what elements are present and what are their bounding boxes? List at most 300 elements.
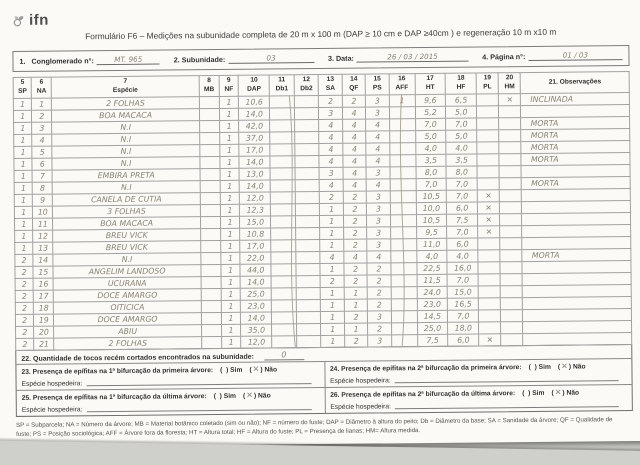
- cell-ht: 22,5: [416, 262, 447, 274]
- cell-especie: CANELA DE CUTIA: [52, 193, 200, 206]
- cell-nf: 1: [220, 216, 240, 228]
- cell-aff: [391, 323, 417, 335]
- cell-db2: [295, 204, 320, 216]
- cell-sa: 1: [320, 227, 344, 239]
- cell-aff: [391, 263, 417, 275]
- cell-sa: 3: [319, 107, 343, 119]
- col-header-num: 14: [350, 75, 358, 83]
- cell-especie: BOA MACACA: [53, 217, 201, 230]
- cell-hm: [500, 214, 522, 226]
- cell-db2: [296, 324, 321, 336]
- cell-nf: 1: [221, 276, 241, 288]
- cell-qf: 2: [343, 191, 367, 203]
- col-header-abbr: NF: [224, 85, 234, 93]
- cell-nf: 1: [220, 240, 240, 252]
- cell-mb: [200, 180, 220, 192]
- cell-ht: 11,5: [417, 274, 448, 286]
- cell-db1: [271, 252, 296, 264]
- cell-pl: ✕: [478, 226, 500, 238]
- paren-close-nao: ) Não: [562, 389, 580, 397]
- cell-db2: [295, 192, 320, 204]
- col-header-num: 19: [483, 74, 492, 82]
- handwritten-x-mark: ✕: [554, 387, 562, 397]
- col-header-abbr: SP: [18, 87, 27, 95]
- cell-sa: 4: [319, 131, 343, 143]
- cell-obs: MORTA: [522, 249, 631, 262]
- cell-obs: [523, 273, 632, 286]
- col-header-num: 7: [123, 77, 128, 86]
- host-species-label: Espécie hospedeira:: [330, 377, 391, 385]
- field-subunidade: [174, 53, 314, 64]
- cell-qf: 4: [343, 167, 367, 179]
- col-header-abbr: SA: [325, 84, 336, 92]
- cell-obs: [523, 297, 632, 310]
- cell-sa: 2: [321, 275, 345, 287]
- cell-pl: ✕: [477, 190, 499, 202]
- cell-especie: N.I: [52, 181, 200, 194]
- cell-db2: [296, 240, 321, 252]
- cell-na: 9: [33, 194, 53, 206]
- cell-especie: OITICICA: [53, 301, 201, 314]
- col-header-num: 9: [226, 76, 231, 85]
- cell-hf: 6,5: [446, 94, 477, 106]
- cell-qf: 2: [344, 263, 368, 275]
- cell-ps: 2: [368, 323, 392, 335]
- cell-sp: 1: [15, 230, 34, 242]
- cell-na: 7: [32, 170, 52, 182]
- cell-db1: [270, 120, 295, 132]
- cell-pl: [478, 238, 500, 250]
- cell-mb: [202, 324, 222, 336]
- question-26: [324, 384, 632, 413]
- question-22-value-handwritten: 0: [264, 350, 304, 360]
- cell-nf: 1: [220, 204, 240, 216]
- cell-db1: [270, 132, 295, 144]
- cell-sp: 2: [15, 302, 34, 314]
- cell-sp: 2: [15, 314, 34, 326]
- cell-dap: 35,0: [241, 324, 272, 336]
- field-label: 3. Data:: [327, 53, 354, 63]
- field-label: 2. Subunidade:: [173, 54, 226, 65]
- col-header-abbr: HT: [425, 83, 435, 91]
- cell-sa: 1: [320, 239, 344, 251]
- blank-underline: [86, 402, 311, 412]
- cell-aff: [391, 311, 417, 323]
- cell-especie: N.I: [52, 133, 200, 146]
- cell-db1: [272, 312, 297, 324]
- bottom-questions-box: [15, 344, 633, 417]
- cell-aff: [390, 227, 416, 239]
- cell-ps: 2: [367, 275, 391, 287]
- cell-db2: [295, 216, 320, 228]
- cell-hf: 7,0: [447, 226, 478, 238]
- field-value-handwritten: 03: [228, 53, 314, 64]
- measurements-grid: [13, 71, 633, 351]
- cell-qf: 2: [343, 227, 367, 239]
- cell-hf: 3,5: [446, 154, 477, 166]
- cell-sp: 1: [13, 98, 32, 110]
- cell-db1: [271, 264, 296, 276]
- cell-hm: ✕: [499, 94, 521, 106]
- cell-hm: [500, 226, 522, 238]
- col-header-abbr: Db1: [275, 85, 289, 93]
- cell-ps: 4: [366, 155, 390, 167]
- cell-especie: N.I: [52, 121, 200, 134]
- cell-hm: [500, 262, 522, 274]
- cell-obs: MORTA: [521, 117, 630, 130]
- cell-ht: 7,5: [417, 334, 448, 346]
- cell-sa: 1: [320, 203, 344, 215]
- cell-especie: EMBIRA PRETA: [52, 169, 200, 182]
- cell-hm: [500, 202, 522, 214]
- field-pagina: [482, 50, 622, 61]
- cell-aff: [390, 191, 416, 203]
- option-nao: [558, 361, 586, 370]
- option-sim: ( ) Sim: [220, 366, 243, 374]
- field-value-handwritten: MT. 965: [97, 55, 160, 66]
- header-fields: [12, 45, 629, 72]
- col-header-num: 20: [505, 74, 514, 82]
- cell-ht: 5,0: [415, 130, 446, 142]
- cell-sa: 3: [319, 167, 343, 179]
- cell-sp: 1: [13, 110, 32, 122]
- col-header-num: 12: [302, 76, 311, 84]
- cell-nf: 1: [221, 312, 241, 324]
- cell-pl: [477, 130, 499, 142]
- cell-db2: [296, 312, 321, 324]
- cell-dap: 12,0: [241, 336, 272, 348]
- cell-na: 15: [33, 266, 53, 278]
- cell-qf: 1: [344, 287, 368, 299]
- cell-aff: 1: [389, 95, 415, 107]
- cell-db1: [271, 204, 296, 216]
- cell-nf: 1: [220, 228, 240, 240]
- paren-close-nao: ) Não: [568, 363, 586, 371]
- epiphyte-questions-grid: [16, 358, 631, 416]
- cell-dap: 14,0: [239, 156, 270, 168]
- cell-especie: ABIU: [54, 325, 202, 338]
- cell-hf: 4,0: [446, 142, 477, 154]
- cell-db2: [294, 96, 319, 108]
- col-header-NA: [32, 77, 52, 98]
- cell-hf: 4,0: [447, 250, 478, 262]
- paren-close-nao: ) Não: [253, 392, 271, 400]
- form-title: Formulário F6 – Medições na subunidade completa de 20 m x 100 m (DAP ≥ 10 cm e DAP ≥40cm ) e regeneração 10 m x10 m: [85, 26, 557, 42]
- cell-ht: 10,5: [416, 214, 447, 226]
- cell-qf: 1: [344, 323, 368, 335]
- cell-na: 6: [32, 158, 52, 170]
- cell-especie: DOCE AMARGO: [53, 289, 201, 302]
- col-header-num: 16: [398, 75, 406, 83]
- cell-qf: 4: [342, 119, 366, 131]
- cell-db1: [270, 180, 295, 192]
- cell-db2: [296, 336, 321, 348]
- col-header-num: 13: [326, 75, 335, 84]
- col-header-abbr: Espécie: [112, 86, 138, 94]
- option-nao: [243, 390, 271, 399]
- handwritten-x-mark: ✕: [561, 361, 568, 371]
- cell-nf: 1: [220, 192, 240, 204]
- cell-ht: 23,0: [417, 298, 448, 310]
- cell-mb: [199, 96, 219, 108]
- cell-hm: [500, 274, 522, 286]
- cell-ps: 4: [366, 179, 390, 191]
- cell-ht: 5,2: [415, 106, 446, 118]
- cell-obs: [523, 285, 632, 298]
- paren-open: (: [551, 389, 554, 397]
- cell-dap: 23,0: [241, 300, 272, 312]
- option-sim: ( ) Sim: [213, 392, 237, 401]
- cell-especie: N.I: [53, 253, 201, 266]
- cell-db1: [270, 96, 295, 108]
- cell-aff: [391, 275, 417, 287]
- cell-sa: 1: [321, 335, 345, 347]
- cell-mb: [202, 336, 222, 348]
- col-header-SP: [13, 77, 32, 98]
- cell-ps: 4: [367, 251, 391, 263]
- cell-pl: [477, 106, 499, 118]
- cell-hf: 6,0: [448, 334, 479, 346]
- cell-pl: [476, 94, 498, 106]
- cell-pl: [478, 262, 500, 274]
- col-header-observacoes: [521, 72, 630, 94]
- cell-db1: [271, 276, 296, 288]
- cell-db1: [270, 144, 295, 156]
- col-header-SA: [319, 74, 343, 95]
- cell-ps: 3: [367, 227, 391, 239]
- cell-ht: 4,0: [416, 250, 447, 262]
- cell-mb: [200, 132, 220, 144]
- col-header-Db1: [269, 75, 294, 96]
- cell-aff: [391, 287, 417, 299]
- cell-sp: 1: [14, 170, 33, 182]
- cell-sp: 2: [15, 290, 34, 302]
- cell-hm: [499, 118, 521, 130]
- col-header-MB: [199, 75, 219, 96]
- cell-db2: [296, 264, 321, 276]
- cell-na: 13: [33, 242, 53, 254]
- question-text: 23. Presença de epífitas na 1ª bifurcação da primeira árvore:: [21, 367, 214, 376]
- cell-hf: 6,0: [447, 202, 478, 214]
- cell-db1: [271, 288, 296, 300]
- cell-dap: 17,0: [239, 144, 270, 156]
- cell-ps: 3: [368, 311, 392, 323]
- cell-sp: 1: [14, 134, 33, 146]
- cell-mb: [201, 240, 221, 252]
- cell-hm: [501, 322, 523, 334]
- cell-na: 18: [34, 302, 54, 314]
- blank-underline: [395, 373, 619, 383]
- cell-nf: 1: [221, 252, 241, 264]
- question-text: 24. Presença de epífitas na 2ª bifurcação da primeira árvore:: [329, 364, 522, 373]
- field-data: [328, 52, 468, 63]
- cell-ht: 3,5: [415, 154, 446, 166]
- cell-pl: ✕: [477, 202, 499, 214]
- cell-db1: [272, 324, 297, 336]
- blank-underline: [395, 399, 619, 409]
- cell-hf: 6,0: [447, 238, 478, 250]
- cell-aff: [389, 131, 415, 143]
- col-header-QF: [342, 74, 366, 95]
- cell-ht: 14,5: [417, 310, 448, 322]
- cell-nf: 1: [221, 336, 241, 348]
- cell-db1: [272, 300, 297, 312]
- paren-open: (: [249, 366, 252, 374]
- cell-especie: ANGELIM LANDOSO: [53, 265, 201, 278]
- cell-mb: [201, 312, 221, 324]
- cell-sp: 1: [14, 206, 33, 218]
- cell-nf: 1: [219, 96, 239, 108]
- cell-sp: 1: [14, 218, 33, 230]
- cell-na: 16: [34, 278, 54, 290]
- cell-db1: [270, 108, 295, 120]
- cell-ps: 3: [366, 167, 390, 179]
- cell-qf: 4: [342, 107, 366, 119]
- cell-ht: 7,0: [415, 118, 446, 130]
- question-25: [17, 387, 325, 416]
- col-header-num: 15: [373, 75, 381, 83]
- cell-especie: BOA MACACA: [52, 109, 200, 122]
- col-header-HF: [445, 73, 476, 94]
- cell-especie: N.I: [52, 157, 200, 170]
- cell-obs: [522, 189, 631, 202]
- cell-especie: N.I: [52, 145, 200, 158]
- cell-ht: 11,0: [416, 238, 447, 250]
- cell-sp: 1: [14, 182, 33, 194]
- col-header-PL: [476, 73, 498, 94]
- col-header-HT: [415, 73, 446, 94]
- cell-hf: 5,0: [446, 106, 477, 118]
- host-species-label: Espécie hospedeira:: [21, 406, 83, 414]
- cell-hm: [501, 298, 523, 310]
- cell-na: 19: [34, 314, 54, 326]
- col-header-num: 8: [207, 77, 211, 85]
- col-header-abbr: HM: [504, 83, 515, 91]
- col-header-Db2: [294, 75, 319, 96]
- cell-especie: 3 FOLHAS: [53, 205, 201, 218]
- cell-na: 11: [33, 218, 53, 230]
- cell-na: 12: [33, 230, 53, 242]
- cell-mb: [199, 108, 219, 120]
- cell-sp: 1: [14, 194, 33, 206]
- cell-qf: 1: [344, 299, 368, 311]
- cell-db2: [295, 228, 320, 240]
- cell-especie: UCURANA: [53, 277, 201, 290]
- cell-pl: [479, 322, 501, 334]
- cell-qf: 4: [344, 251, 368, 263]
- cell-nf: 1: [221, 264, 241, 276]
- cell-dap: 25,0: [241, 288, 272, 300]
- cell-aff: [390, 239, 416, 251]
- cell-nf: 1: [220, 180, 240, 192]
- field-label: 4. Página n°:: [482, 52, 526, 62]
- cell-sp: 2: [16, 338, 35, 350]
- measurements-table: [13, 71, 633, 351]
- cell-hm: [499, 178, 521, 190]
- cell-ps: 4: [366, 131, 390, 143]
- cell-db1: [270, 192, 295, 204]
- cell-mb: [200, 168, 220, 180]
- cell-db1: [272, 336, 297, 348]
- cell-hf: 7,0: [448, 310, 479, 322]
- blank-underline: [86, 376, 311, 386]
- cell-nf: 1: [220, 144, 240, 156]
- field-value-handwritten: 26 / 03 / 2015: [357, 52, 468, 63]
- handwritten-x-mark: ✕: [246, 390, 253, 400]
- cell-aff: [389, 119, 415, 131]
- cell-na: 2: [32, 110, 52, 122]
- cell-hm: [500, 238, 522, 250]
- host-species-line: [22, 376, 320, 388]
- cell-obs: [521, 105, 630, 118]
- field-value-handwritten: 01 / 03: [528, 50, 622, 61]
- cell-obs: [522, 213, 631, 226]
- cell-na: 8: [33, 182, 53, 194]
- cell-nf: 1: [221, 300, 241, 312]
- question-text: 26. Presença de epífitas na 2ª bifurcação da última árvore:: [330, 390, 516, 399]
- cell-mb: [201, 252, 221, 264]
- cell-ht: 25,0: [417, 322, 448, 334]
- cell-ps: 3: [367, 191, 391, 203]
- cell-pl: [477, 178, 499, 190]
- cell-sp: 2: [15, 254, 34, 266]
- col-header-num: 5: [20, 78, 25, 86]
- cell-pl: [478, 286, 500, 298]
- cell-mb: [200, 216, 220, 228]
- cell-dap: 17,0: [240, 240, 271, 252]
- cell-dap: 14,0: [241, 312, 272, 324]
- cell-ps: 3: [367, 239, 391, 251]
- cell-hf: 5,0: [446, 130, 477, 142]
- cell-na: 5: [32, 146, 52, 158]
- cell-qf: 2: [344, 239, 368, 251]
- col-header-Espécie: [51, 76, 199, 98]
- cell-db1: [270, 168, 295, 180]
- cell-na: 14: [33, 254, 53, 266]
- col-header-abbr: QF: [349, 84, 359, 92]
- cell-dap: 42,0: [239, 120, 270, 132]
- logo-row: [12, 5, 629, 29]
- cell-ps: 4: [366, 119, 390, 131]
- cell-obs: [523, 321, 632, 334]
- cell-hf: 8,0: [446, 166, 477, 178]
- cell-db2: [295, 132, 320, 144]
- cell-nf: 1: [221, 324, 241, 336]
- cell-mb: [201, 228, 221, 240]
- option-nao: [249, 364, 277, 373]
- host-species-line: [330, 373, 627, 385]
- cell-obs: [522, 237, 631, 250]
- cell-sa: 1: [321, 287, 345, 299]
- cell-db1: [271, 216, 296, 228]
- cell-mb: [201, 288, 221, 300]
- cell-aff: [390, 155, 416, 167]
- cell-ht: 7,0: [416, 178, 447, 190]
- col-header-PS: [365, 74, 389, 95]
- cell-db2: [296, 288, 321, 300]
- cell-ps: 2: [367, 287, 391, 299]
- col-header-abbr: DAP: [247, 85, 262, 93]
- cell-qf: 2: [342, 95, 366, 107]
- cell-dap: 14,0: [239, 108, 270, 120]
- cell-ps: 3: [366, 95, 390, 107]
- cell-sp: 1: [15, 242, 34, 254]
- cell-na: 21: [34, 338, 54, 350]
- col-header-num: 18: [457, 74, 465, 82]
- cell-mb: [201, 276, 221, 288]
- cell-sa: 4: [319, 119, 343, 131]
- cell-db2: [295, 156, 320, 168]
